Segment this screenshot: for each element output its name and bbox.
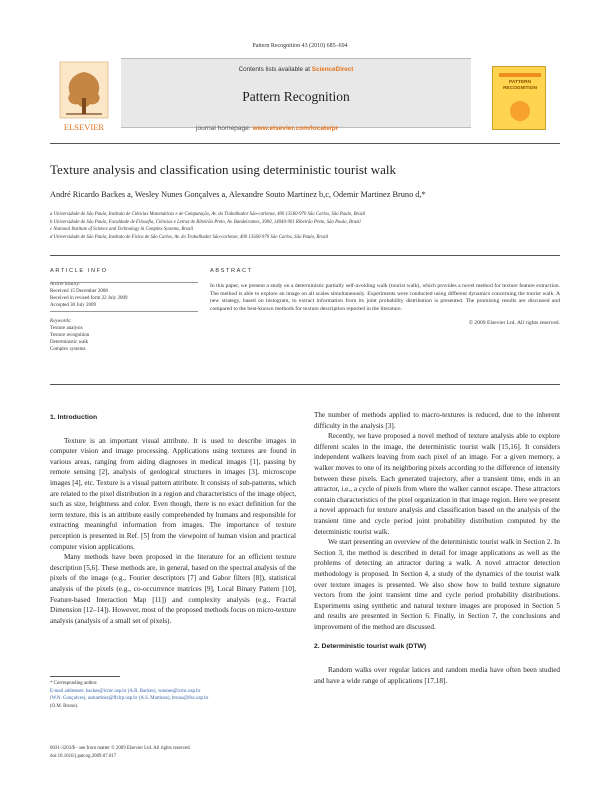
doi-link[interactable]: doi:10.1016/j.patcog.2009.07.017 [50, 753, 117, 759]
history-divider [50, 311, 198, 312]
contents-line [121, 66, 471, 73]
cover-title-line-1: PATTERN [509, 80, 531, 85]
paragraph: Recently, we have proposed a novel method of texture analysis able to explore different scales in the image, the deterministic tourist walk [15,16]. It considers independent walkers leaving from each pixel of an image. For a given memory, a walker moves to one of its neighboring pixels according to the difference of intensity between these pixels. Each generated trajectory, after a transient time, ends in an attractor, i.e., a cycle of pixels from where the walker cannot escape. These attractors contain characteristics of the pixel organization in that image region. Here we present a novel approach for texture analysis and classification based on the analysis of the transient time and cycle period joint probability distribution computed by the deterministic tourist walk. [314, 432, 560, 536]
keyword: Complex systems [50, 347, 86, 352]
abstract-label: ABSTRACT [210, 268, 253, 274]
paragraph: Many methods have been proposed in the literature for an efficient texture description [5,6]. These methods are, in general, based on the spectral analysis of the pixels of the image (e.g., Fourier descriptors [7] and Gabor filters [8]), statistical analysis of the pixels (e.g., co-occurrence matrices [9], Local Binary Pattern [10], Feature-based Interaction Map [11]) and complexity analysis (e.g., Fractal Dimension [12–14]). However, most of the proposed methods focus on micro-texture analysis (analysis of a small set of pixels). [50, 553, 296, 625]
body-column-left [50, 413, 296, 626]
elsevier-wordmark: ELSEVIER [63, 122, 105, 132]
email-addresses[interactable]: (W.N. Gonçalves), asmartinez@ffclrp.usp.br (A.S. Martinez), bruno@ifsc.usp.br [50, 696, 209, 702]
abstract-rule [50, 384, 560, 385]
cover-graphic [510, 101, 530, 121]
paragraph: Random walks over regular latices and random media have often been studied and have a wide range of applications [17,18]. [314, 666, 560, 685]
paragraph: Texture is an important visual attribute. It is used to describe images in computer vision and image processing. Applications using textures are found in various areas, ranging from aiding diagnoses in medical images [1], passing by remote sensing [2], analysis of geological structures in images [3], microscope images [4], etc. Texture is a visual pattern attribute. It consists of sub-patterns, which are related to the pixel distribution in a region and characteristics of the image object, such as size, brightness and color. Even though, there is no exact definition for the term texture, this is an attribute easily comprehended by humans and responsible for extracting meaningful information from images. The importance of texture perception is presented in Ref. [5] from the viewpoint of human vision and practical computer vision applications. [50, 436, 296, 551]
sciencedirect-link[interactable]: ScienceDirect [311, 66, 354, 73]
cover-title-line-2: RECOGNITION [503, 85, 537, 91]
email-addresses: (O.M. Bruno). [50, 703, 79, 709]
journal-name: Pattern Recognition [242, 89, 350, 104]
body-column-right [314, 410, 560, 686]
keyword: Texture recognition [50, 333, 90, 338]
elsevier-logo [56, 58, 112, 138]
affiliation-list [50, 211, 560, 241]
history-received: Received 15 December 2008 [50, 289, 108, 294]
journal-cover-thumbnail [492, 66, 546, 130]
abstract-text: In this paper, we present a study on a deterministic partially self-avoiding walk (tourist walk), which provides a novel method for texture feature extraction. The method is able to explore an image on all scales simultaneously. Experiments were conducted using different dynamics concerning the tourist walk. A new strategy, based on histogram, to extract information from its joint probability distribution is presented. The promising results are discussed and compared to the best-known methods for texture description reported in the literature. [210, 283, 560, 312]
article-info-divider [50, 282, 198, 283]
masthead-rule [50, 143, 560, 144]
journal-homepage [196, 125, 338, 132]
email-addresses[interactable]: E-mail addresses: backes@icmc.usp.br (A.R. Backes), wnunes@icmc.usp.br [50, 688, 201, 694]
running-head: Pattern Recognition 43 (2010) 685–694 [252, 43, 348, 49]
keyword: Texture analysis [50, 326, 83, 331]
homepage-url-link[interactable]: www.elsevier.com/locate/pr [252, 125, 339, 132]
copyright-notice: © 2009 Elsevier Ltd. All rights reserved. [468, 320, 560, 327]
affiliation-d: d Universidade de São Paulo, Instituto de Física de São Carlos, Av. do Trabalhador São-carlense, 400 13560-970 São Carlos, São Paulo, Brazil [50, 234, 329, 240]
paragraph: We start presenting an overview of the deterministic tourist walk in Section 2. In Section 3, the method is described in detail for image applications as well as the problems of detecting an attractor during a walk. A novel attractor detection methodology is proposed. In Section 4, a study of the dynamics of the tourist walk over texture images is presented. We also show how to build texture signature vectors from the joint transient time and cycle period probability distributions. Experiments using synthetic and natural texture images are proposed in Section 5 and results are presented in Section 6. Finally, in Section 7, the conclusions and improvement of the method are discussed. [314, 538, 560, 631]
issn-line: 0031-3203/$ - see front matter © 2009 Elsevier Ltd. All rights reserved. [50, 746, 191, 751]
contents-prefix: Contents lists available at [238, 66, 310, 73]
history-heading: Article history: [50, 282, 81, 287]
affiliation-a: a Universidade de São Paulo, Instituto de Ciências Matemáticas e de Computação, Av. do Trabalhador São-carlense, 400 13560-970 São Carlos, São Paulo, Brazil [50, 212, 366, 217]
footnotes [50, 680, 296, 710]
footnote-rule [50, 676, 120, 677]
homepage-label: journal homepage: [196, 125, 251, 132]
history-accepted: Accepted 30 July 2009 [50, 303, 96, 308]
corresponding-author-note: * Corresponding author. [50, 681, 98, 686]
keywords-heading: Keywords: [50, 319, 72, 324]
keyword: Deterministic walk [50, 340, 89, 345]
section-heading-introduction: 1. Introduction [50, 414, 98, 421]
affiliation-b: b Universidade de São Paulo, Faculdade de Filosofia, Ciências e Letras de Ribeirão Preto, Av. Bandeirantes, 3900, 14040-901 Ribeirão Preto, São Paulo, Brazil [50, 219, 361, 225]
elsevier-tree-icon [56, 58, 112, 138]
history-revised: Received in revised form 22 July 2009 [50, 296, 128, 301]
cover-bar [499, 73, 541, 77]
journal-banner [121, 58, 471, 128]
cover-title [495, 80, 545, 91]
author-list: André Ricardo Backes a, Wesley Nunes Gonçalves a, Alexandre Souto Martinez b,c, Odemir Martinez Bruno d,* [50, 190, 426, 199]
masthead [56, 58, 546, 138]
publication-identifiers [50, 745, 296, 760]
abstract [210, 268, 560, 326]
article-info-label: ARTICLE INFO [50, 268, 108, 274]
paragraph: The number of methods applied to macro-textures is reduced, due to the inherent difficulty in the analysis [3]. [314, 411, 560, 430]
header-rule [50, 255, 560, 256]
article-title: Texture analysis and classification using deterministic tourist walk [50, 162, 397, 177]
affiliation-c: c National Institute of Science and Technology in Complex Systems, Brazil [50, 227, 194, 233]
section-heading-dtw: 2. Deterministic tourist walk (DTW) [314, 643, 427, 651]
